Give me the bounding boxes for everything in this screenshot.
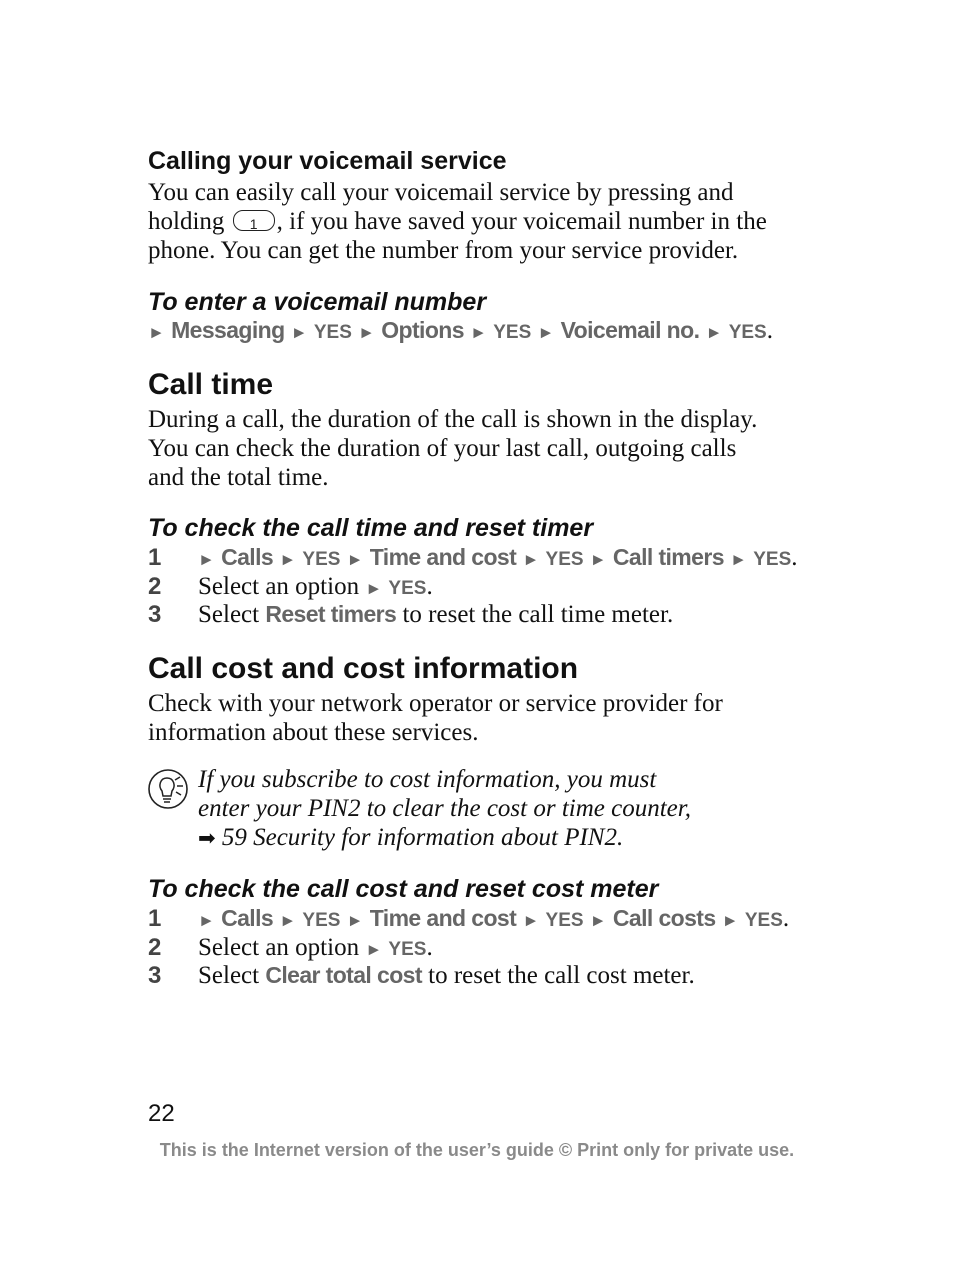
yes-key: YES	[545, 910, 584, 931]
voicemail-line-2-start: holding	[148, 208, 225, 235]
lightbulb-icon	[147, 768, 189, 810]
tip-reference-link[interactable]: 59 Security for information about PIN2.	[221, 824, 624, 851]
yes-key: YES	[753, 549, 792, 570]
call-time-paragraph	[148, 405, 757, 492]
step-text: to reset the call time meter.	[402, 601, 674, 628]
arrow-icon: ►	[198, 911, 215, 930]
menu-item: Time and cost	[369, 905, 517, 931]
step-2-text	[198, 934, 433, 962]
call-cost-line-2: information about these services.	[148, 719, 479, 746]
call-cost-paragraph	[148, 689, 723, 747]
key-1-icon	[233, 210, 275, 231]
arrow-icon: ►	[705, 323, 723, 342]
arrow-icon: ►	[522, 911, 540, 930]
menu-item: Reset timers	[265, 601, 397, 627]
menu-item: Calls	[221, 905, 274, 931]
menu-item: Options	[381, 317, 464, 343]
page-number: 22	[148, 1100, 175, 1127]
arrow-icon: ►	[290, 323, 308, 342]
step-number: 3	[148, 601, 162, 628]
arrow-icon: ►	[279, 911, 297, 930]
step-1-menu-path	[198, 544, 798, 572]
footer-notice: This is the Internet version of the user’s guide © Print only for private use.	[159, 1140, 795, 1160]
yes-key: YES	[388, 939, 427, 960]
step-text: Select an option	[198, 934, 360, 961]
subheading-check-cost: To check the call cost and reset cost meter	[148, 875, 659, 903]
tip-line-3	[198, 823, 691, 853]
yes-key: YES	[744, 910, 783, 931]
call-time-line-3: and the total time.	[148, 464, 329, 491]
step-number: 1	[148, 905, 162, 932]
step-1-menu-path	[198, 905, 789, 933]
call-time-line-2: You can check the duration of your last call, outgoing calls	[148, 435, 737, 462]
voicemail-line-2	[148, 207, 767, 236]
voicemail-line-2-end: , if you have saved your voicemail number in the	[276, 208, 767, 235]
reference-arrow-icon: ➡	[198, 826, 216, 850]
arrow-icon: ►	[198, 550, 215, 569]
menu-item: Time and cost	[369, 544, 517, 570]
arrow-icon: ►	[730, 550, 747, 569]
call-cost-line-1: Check with your network operator or service provider for	[148, 690, 723, 717]
yes-key: YES	[545, 549, 584, 570]
step-number: 1	[148, 544, 162, 571]
yes-key: YES	[302, 549, 341, 570]
arrow-icon: ►	[148, 323, 165, 342]
arrow-icon: ►	[358, 323, 375, 342]
section-heading-call-time: Call time	[148, 368, 274, 401]
tip-line-2: enter your PIN2 to clear the cost or time counter,	[198, 795, 691, 822]
arrow-icon: ►	[346, 911, 364, 930]
voicemail-line-3: phone. You can get the number from your service provider.	[148, 237, 739, 264]
menu-item: Calls	[221, 544, 274, 570]
arrow-icon: ►	[537, 323, 555, 342]
period: .	[782, 905, 790, 932]
subheading-enter-voicemail: To enter a voicemail number	[148, 288, 487, 316]
period: .	[426, 934, 433, 961]
yes-key: YES	[313, 322, 352, 343]
voicemail-line-1: You can easily call your voicemail service by pressing and	[148, 179, 734, 206]
period: .	[426, 573, 433, 600]
step-number: 2	[148, 573, 162, 600]
call-time-line-1: During a call, the duration of the call is shown in the display.	[148, 406, 758, 433]
menu-path-voicemail	[148, 317, 773, 345]
arrow-icon: ►	[721, 911, 739, 930]
arrow-icon: ►	[346, 550, 364, 569]
yes-key: YES	[728, 322, 767, 343]
step-2-text	[198, 573, 433, 601]
tip-line-1: If you subscribe to cost information, you must	[198, 766, 657, 793]
step-3-text	[198, 962, 695, 990]
menu-item: Call costs	[612, 905, 716, 931]
step-text: Select	[198, 601, 260, 628]
yes-key: YES	[302, 910, 341, 931]
step-text: to reset the call cost meter.	[428, 962, 695, 989]
arrow-icon: ►	[589, 550, 607, 569]
arrow-icon: ►	[522, 550, 540, 569]
voicemail-paragraph	[148, 178, 767, 265]
period: .	[791, 544, 798, 571]
menu-item: Voicemail no.	[560, 317, 700, 343]
step-text: Select an option	[198, 573, 360, 600]
step-number: 3	[148, 962, 162, 989]
key-label: 1	[249, 216, 258, 232]
menu-item: Call timers	[612, 544, 724, 570]
step-3-text	[198, 601, 673, 629]
arrow-icon: ►	[589, 911, 607, 930]
arrow-icon: ►	[365, 940, 383, 959]
section-heading-voicemail: Calling your voicemail service	[148, 147, 507, 175]
menu-item: Messaging	[171, 317, 285, 343]
subheading-check-time: To check the call time and reset timer	[148, 514, 594, 542]
arrow-icon: ►	[365, 579, 383, 598]
period: .	[766, 317, 773, 344]
menu-item: Clear total cost	[265, 962, 422, 988]
section-heading-call-cost: Call cost and cost information	[148, 652, 579, 685]
yes-key: YES	[388, 578, 427, 599]
arrow-icon: ►	[470, 323, 487, 342]
step-text: Select	[198, 962, 260, 989]
yes-key: YES	[493, 322, 532, 343]
step-number: 2	[148, 934, 162, 961]
tip-text	[198, 765, 691, 853]
arrow-icon: ►	[279, 550, 297, 569]
